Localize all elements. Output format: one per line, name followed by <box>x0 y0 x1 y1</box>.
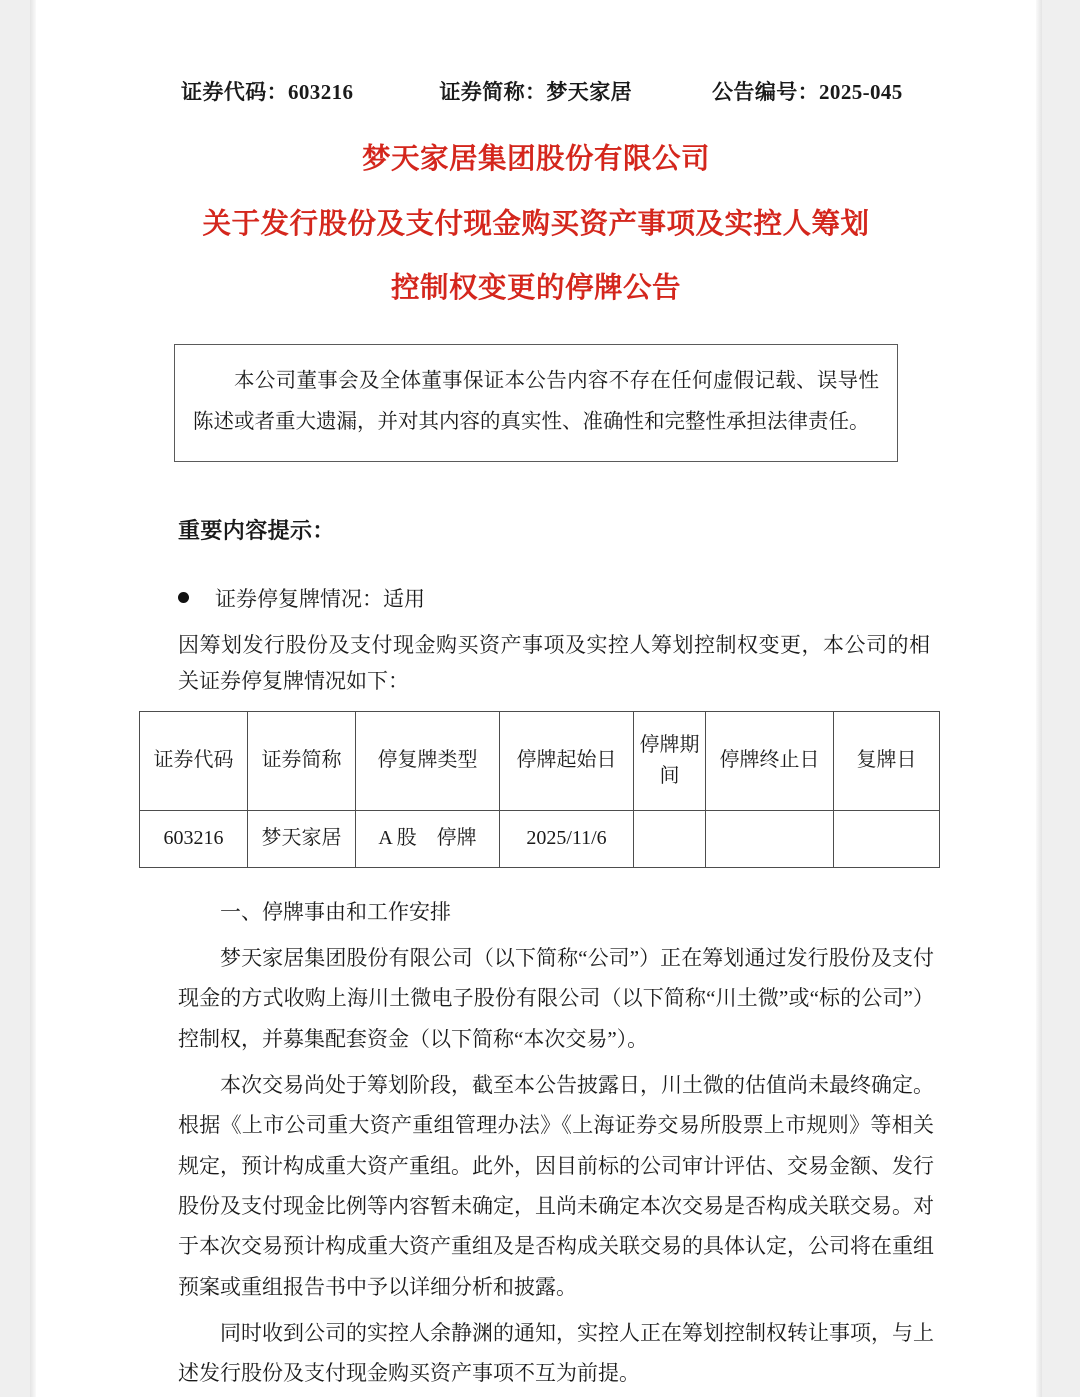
bullet-item-label: 证券停复牌情况：适用 <box>215 586 425 611</box>
announcement-page <box>36 0 1036 1397</box>
section-one <box>136 892 936 1394</box>
suspension-table <box>139 711 940 868</box>
bullet-list-item <box>136 583 936 613</box>
title-line-subject-1: 关于发行股份及支付现金购买资产事项及实控人筹划 <box>202 208 870 240</box>
table-row <box>140 810 940 867</box>
column-header-security-code: 证券代码 <box>140 711 248 810</box>
paragraph-transaction-overview: 梦天家居集团股份有限公司（以下简称“公司”）正在筹划通过发行股份及支付现金的方式收购上海川土微电子股份有限公司（以下简称“川土微”或“标的公司”）控制权，并募集配套资金（以下简称“本次交易”）。 <box>178 946 934 1051</box>
paragraph-transaction-status: 本次交易尚处于筹划阶段，截至本公告披露日，川土微的估值尚未最终确定。根据《上市公司重大资产重组管理办法》《上海证券交易所股票上市规则》等相关规定，预计构成重大资产重组。此外，因目前标的公司审计评估、交易金额、发行股份及支付现金比例等内容暂未确定，且尚未确定本次交易是否构成关联交易。对于本次交易预计构成重大资产重组及是否构成关联交易的具体认定，公司将在重组预案或重组报告书中予以详细分析和披露。 <box>178 1072 934 1299</box>
paragraph-control-transfer: 同时收到公司的实控人余静渊的通知，实控人正在筹划控制权转让事项，与上述发行股份及支付现金购买资产事项不互为前提。 <box>178 1320 934 1386</box>
column-header-halt-start: 停牌起始日 <box>500 711 634 810</box>
cell-security-code: 603216 <box>140 810 248 867</box>
announcement-number: 公告编号：2025-045 <box>712 80 903 104</box>
column-header-halt-period: 停牌期间 <box>634 711 706 810</box>
column-header-halt-type: 停复牌类型 <box>356 711 500 810</box>
lead-paragraph: 因筹划发行股份及支付现金购买资产事项及实控人筹划控制权变更，本公司的相关证券停复牌情况如下： <box>178 632 930 693</box>
title-line-company: 梦天家居集团股份有限公司 <box>361 144 710 175</box>
column-header-security-abbr: 证券简称 <box>248 711 356 810</box>
title-line-subject-2: 控制权变更的停牌公告 <box>390 273 681 304</box>
column-header-resume-date: 复牌日 <box>834 711 940 810</box>
disclaimer-text: 本公司董事会及全体董事保证本公告内容不存在任何虚假记载、误导性陈述或者重大遗漏，并对其内容的真实性、准确性和完整性承担法律责任。 <box>193 369 879 433</box>
table-header-row <box>140 711 940 810</box>
cell-halt-period <box>634 810 706 867</box>
cell-halt-type: A 股 停牌 <box>356 810 500 867</box>
page-content <box>136 0 936 1393</box>
cell-security-abbr: 梦天家居 <box>248 810 356 867</box>
security-abbreviation: 证券简称：梦天家居 <box>439 80 633 104</box>
column-header-halt-end: 停牌终止日 <box>706 711 834 810</box>
page-title <box>136 146 936 304</box>
important-notice-heading: 重要内容提示： <box>178 517 335 543</box>
cell-resume-date <box>834 810 940 867</box>
bullet-dot-icon <box>178 592 189 603</box>
cell-halt-start: 2025/11/6 <box>500 810 634 867</box>
security-code: 证券代码：603216 <box>181 80 354 104</box>
document-meta-row <box>136 76 936 106</box>
cell-halt-end <box>706 810 834 867</box>
disclaimer-box <box>174 344 898 462</box>
section-one-heading: 一、停牌事由和工作安排 <box>220 899 451 924</box>
